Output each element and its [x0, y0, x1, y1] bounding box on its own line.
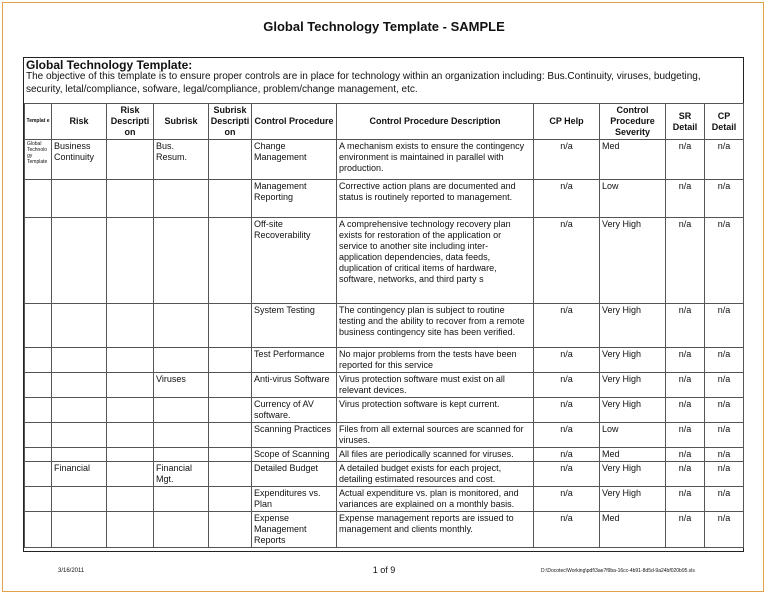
table-cell: n/a — [705, 487, 744, 512]
table-cell — [25, 398, 52, 423]
table-cell: Bus. Resum. — [154, 140, 209, 180]
page-number: 1 of 9 — [372, 565, 396, 575]
file-path: D:\Docotec\Working\pdf\3ae7f9ba-16cc-4b91-8d5d-9a24bf020b95.xls — [541, 568, 695, 574]
header-cell: Control Procedure — [252, 104, 337, 140]
table-cell — [154, 304, 209, 348]
table-cell: n/a — [666, 348, 705, 373]
table-cell: All files are periodically scanned for viruses. — [337, 448, 534, 462]
table-cell: A comprehensive technology recovery plan exists for restoration of the application or service to another site including inter-application dependencies, data feeds, duplication of critical items of hardware, software, networks, and third party s — [337, 218, 534, 304]
header-cell: Control Procedure Severity — [600, 104, 666, 140]
table-cell: Management Reporting — [252, 180, 337, 218]
table-row — [25, 512, 744, 548]
table-row — [25, 304, 744, 348]
table-cell: n/a — [705, 180, 744, 218]
table-cell: Very High — [600, 398, 666, 423]
table-cell: Expense management reports are issued to management and clients monthly. — [337, 512, 534, 548]
footer-date: 3/16/2011 — [58, 568, 85, 574]
table-cell — [107, 398, 154, 423]
table-cell: n/a — [705, 448, 744, 462]
table-cell: Very High — [600, 487, 666, 512]
table-cell: n/a — [705, 140, 744, 180]
table-cell: n/a — [534, 448, 600, 462]
table-cell: Expenditures vs. Plan — [252, 487, 337, 512]
header-cell: Risk Descripti on — [107, 104, 154, 140]
table-cell: Business Continuity — [52, 140, 107, 180]
table-cell — [209, 512, 252, 548]
table-cell: n/a — [534, 140, 600, 180]
table-cell — [209, 373, 252, 398]
table-cell: The contingency plan is subject to routine testing and the ability to recover from a remote business contingency site has been verified. — [337, 304, 534, 348]
table-cell — [52, 180, 107, 218]
table-cell: n/a — [666, 398, 705, 423]
table-cell: Med — [600, 140, 666, 180]
table-cell: Med — [600, 448, 666, 462]
table-cell — [52, 373, 107, 398]
table-cell — [107, 423, 154, 448]
table-cell — [107, 218, 154, 304]
header-cell: CP Help — [534, 104, 600, 140]
table-cell: Very High — [600, 218, 666, 304]
table-cell — [154, 180, 209, 218]
table-cell: n/a — [666, 218, 705, 304]
table-cell — [209, 180, 252, 218]
table-cell: n/a — [534, 462, 600, 487]
table-row — [25, 398, 744, 423]
table-cell — [25, 218, 52, 304]
table-cell — [209, 348, 252, 373]
table-cell — [107, 512, 154, 548]
table-cell — [209, 304, 252, 348]
table-cell: System Testing — [252, 304, 337, 348]
table-cell: Low — [600, 423, 666, 448]
table-header-row — [25, 104, 744, 140]
table-cell — [154, 487, 209, 512]
table-cell — [107, 448, 154, 462]
table-cell: n/a — [666, 448, 705, 462]
table-cell: Virus protection software is kept current. — [337, 398, 534, 423]
table-cell — [209, 448, 252, 462]
table-cell — [25, 423, 52, 448]
table-row — [25, 348, 744, 373]
table-row — [25, 448, 744, 462]
table-cell: Files from all external sources are scanned for viruses. — [337, 423, 534, 448]
table-row — [25, 487, 744, 512]
table-cell — [25, 180, 52, 218]
table-cell — [154, 512, 209, 548]
table-cell — [209, 140, 252, 180]
table-row — [25, 180, 744, 218]
table-cell — [154, 218, 209, 304]
table-cell: n/a — [666, 462, 705, 487]
table-cell: n/a — [534, 423, 600, 448]
table-cell: n/a — [705, 462, 744, 487]
table-cell: n/a — [666, 304, 705, 348]
table-cell — [209, 423, 252, 448]
table-cell: n/a — [534, 304, 600, 348]
section-title: Global Technology Template: — [26, 58, 193, 72]
table-cell — [52, 348, 107, 373]
header-cell: Templat e — [25, 104, 52, 140]
table-cell — [209, 487, 252, 512]
table-cell: Test Performance — [252, 348, 337, 373]
table-cell — [52, 487, 107, 512]
header-cell: Subrisk — [154, 104, 209, 140]
table-cell — [25, 487, 52, 512]
header-cell: Control Procedure Description — [337, 104, 534, 140]
table-cell — [209, 218, 252, 304]
table-cell: n/a — [705, 512, 744, 548]
table-cell: n/a — [666, 180, 705, 218]
table-row — [25, 462, 744, 487]
table-cell: n/a — [705, 218, 744, 304]
table-cell: n/a — [705, 373, 744, 398]
table-cell — [209, 462, 252, 487]
table-cell: Low — [600, 180, 666, 218]
header-cell: CP Detail — [705, 104, 744, 140]
table-cell — [25, 462, 52, 487]
table-row — [25, 218, 744, 304]
table-cell: Financial — [52, 462, 107, 487]
table-cell — [107, 140, 154, 180]
table-cell: Global Technolo gy Template — [25, 140, 52, 180]
table-cell: Very High — [600, 462, 666, 487]
table-cell: Corrective action plans are documented and status is routinely reported to management. — [337, 180, 534, 218]
table-cell — [209, 398, 252, 423]
table-cell: n/a — [705, 304, 744, 348]
table-cell: Change Management — [252, 140, 337, 180]
table-cell — [25, 304, 52, 348]
table-cell — [107, 304, 154, 348]
table-cell: Currency of AV software. — [252, 398, 337, 423]
table-cell — [52, 512, 107, 548]
table-cell: n/a — [534, 398, 600, 423]
table-cell: n/a — [534, 373, 600, 398]
table-cell — [107, 462, 154, 487]
table-cell: Very High — [600, 348, 666, 373]
table-row — [25, 423, 744, 448]
table-cell: Scanning Practices — [252, 423, 337, 448]
table-cell: n/a — [534, 512, 600, 548]
table-cell: Scope of Scanning — [252, 448, 337, 462]
table-cell — [154, 423, 209, 448]
table-cell — [154, 398, 209, 423]
table-cell: n/a — [666, 423, 705, 448]
objective-text: The objective of this template is to ensure proper controls are in place for technology within an organization including: Bus.Continuity, viruses, budgeting, security, letal/compliance, sofware, legal/compliance, problem/change management, etc. — [26, 71, 701, 95]
table-cell: A mechanism exists to ensure the contingency environment is maintained in parallel with production. — [337, 140, 534, 180]
table-cell — [25, 373, 52, 398]
header-cell: SR Detail — [666, 104, 705, 140]
table-cell: Very High — [600, 304, 666, 348]
table-cell: n/a — [666, 487, 705, 512]
table-cell — [52, 398, 107, 423]
table-cell: A detailed budget exists for each project, detailing estimated resources and cost. — [337, 462, 534, 487]
table-cell: n/a — [666, 512, 705, 548]
table-cell: Viruses — [154, 373, 209, 398]
table-cell: Anti-virus Software — [252, 373, 337, 398]
document-title: Global Technology Template - SAMPLE — [263, 19, 505, 34]
table-cell: n/a — [666, 140, 705, 180]
table-cell: n/a — [705, 423, 744, 448]
table-cell: Very High — [600, 373, 666, 398]
table-cell — [154, 448, 209, 462]
table-cell — [25, 448, 52, 462]
table-cell: Expense Management Reports — [252, 512, 337, 548]
table-cell — [154, 348, 209, 373]
table-cell: Actual expenditure vs. plan is monitored, and variances are explained on a monthly basis. — [337, 487, 534, 512]
table-cell — [52, 448, 107, 462]
table-cell: No major problems from the tests have been reported for this service — [337, 348, 534, 373]
table-row — [25, 373, 744, 398]
table-cell: n/a — [666, 373, 705, 398]
table-cell: Financial Mgt. — [154, 462, 209, 487]
table-cell: n/a — [534, 487, 600, 512]
control-table — [24, 103, 744, 548]
table-cell — [52, 304, 107, 348]
table-cell: Detailed Budget — [252, 462, 337, 487]
table-cell: n/a — [534, 218, 600, 304]
table-cell: n/a — [534, 180, 600, 218]
table-cell: n/a — [534, 348, 600, 373]
table-cell — [107, 373, 154, 398]
table-cell — [107, 348, 154, 373]
table-cell — [107, 487, 154, 512]
table-cell: Off-site Recoverability — [252, 218, 337, 304]
table-row — [25, 140, 744, 180]
table-cell: n/a — [705, 398, 744, 423]
table-cell: Virus protection software must exist on all relevant devices. — [337, 373, 534, 398]
table-cell: Med — [600, 512, 666, 548]
table-cell — [52, 218, 107, 304]
table-cell — [52, 423, 107, 448]
table-cell: n/a — [705, 348, 744, 373]
table-cell — [107, 180, 154, 218]
header-cell: Risk — [52, 104, 107, 140]
header-cell: Subrisk Descripti on — [209, 104, 252, 140]
table-cell — [25, 512, 52, 548]
table-cell — [25, 348, 52, 373]
